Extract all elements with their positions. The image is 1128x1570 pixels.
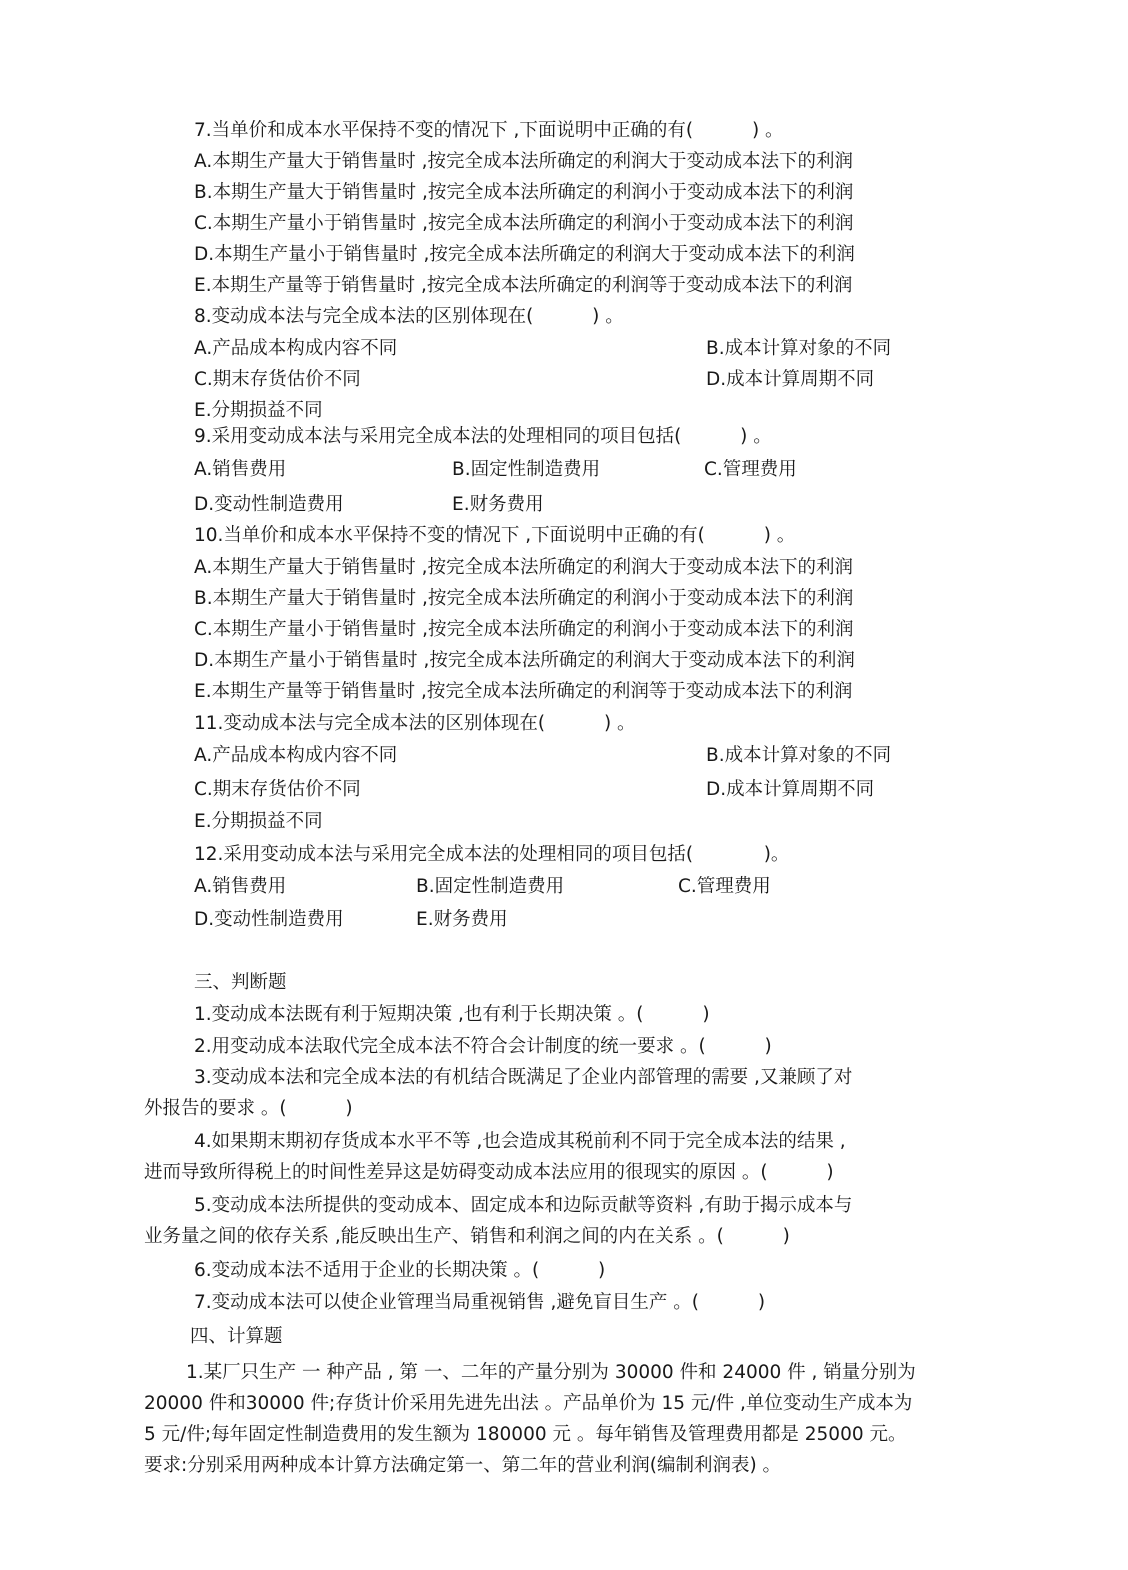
judgment-7: 7.变动成本法可以使企业管理当局重视销售 ,避免盲目生产 。( ) bbox=[194, 1292, 766, 1313]
q8-option-e: E.分期损益不同 bbox=[194, 400, 323, 421]
section4-title: 四、计算题 bbox=[190, 1326, 283, 1347]
q9-option-e: E.财务费用 bbox=[452, 494, 544, 515]
q8-stem: 8.变动成本法与完全成本法的区别体现在( ) 。 bbox=[194, 306, 624, 327]
q10-option-b: B.本期生产量大于销售量时 ,按完全成本法所确定的利润小于变动成本法下的利润 bbox=[194, 588, 854, 609]
judgment-5-line2: 业务量之间的依存关系 ,能反映出生产、销售和利润之间的内在关系 。( ) bbox=[144, 1226, 790, 1247]
judgment-6: 6.变动成本法不适用于企业的长期决策 。( ) bbox=[194, 1260, 606, 1281]
q7-option-d: D.本期生产量小于销售量时 ,按完全成本法所确定的利润大于变动成本法下的利润 bbox=[194, 244, 855, 265]
q12-option-d: D.变动性制造费用 bbox=[194, 909, 344, 930]
q8-option-b: B.成本计算对象的不同 bbox=[706, 338, 892, 359]
judgment-1: 1.变动成本法既有利于短期决策 ,也有利于长期决策 。( ) bbox=[194, 1004, 710, 1025]
q11-option-c: C.期末存货估价不同 bbox=[194, 779, 361, 800]
section3-title: 三、判断题 bbox=[194, 972, 287, 993]
q12-stem: 12.采用变动成本法与采用完全成本法的处理相同的项目包括( )。 bbox=[194, 844, 790, 865]
q9-option-c: C.管理费用 bbox=[704, 459, 797, 480]
q7-stem: 7.当单价和成本水平保持不变的情况下 ,下面说明中正确的有( ) 。 bbox=[194, 120, 784, 141]
judgment-3-line2: 外报告的要求 。( ) bbox=[144, 1098, 353, 1119]
q7-option-b: B.本期生产量大于销售量时 ,按完全成本法所确定的利润小于变动成本法下的利润 bbox=[194, 182, 854, 203]
calc-1-line2: 20000 件和30000 件;存货计价采用先进先出法 。产品单价为 15 元/件 ,单位变动生产成本为 bbox=[144, 1393, 913, 1414]
q7-option-e: E.本期生产量等于销售量时 ,按完全成本法所确定的利润等于变动成本法下的利润 bbox=[194, 275, 853, 296]
judgment-4-line2: 进而导致所得税上的时间性差异这是妨碍变动成本法应用的很现实的原因 。( ) bbox=[144, 1162, 834, 1183]
q9-option-a: A.销售费用 bbox=[194, 459, 287, 480]
q11-option-b: B.成本计算对象的不同 bbox=[706, 745, 892, 766]
q11-option-a: A.产品成本构成内容不同 bbox=[194, 745, 398, 766]
q10-option-a: A.本期生产量大于销售量时 ,按完全成本法所确定的利润大于变动成本法下的利润 bbox=[194, 557, 853, 578]
q9-option-b: B.固定性制造费用 bbox=[452, 459, 601, 480]
q9-stem: 9.采用变动成本法与采用完全成本法的处理相同的项目包括( ) 。 bbox=[194, 426, 772, 447]
q8-option-d: D.成本计算周期不同 bbox=[706, 369, 875, 390]
q8-option-c: C.期末存货估价不同 bbox=[194, 369, 361, 390]
q7-option-a: A.本期生产量大于销售量时 ,按完全成本法所确定的利润大于变动成本法下的利润 bbox=[194, 151, 853, 172]
calc-1-line4: 要求:分别采用两种成本计算方法确定第一、第二年的营业利润(编制利润表) 。 bbox=[144, 1455, 782, 1476]
q12-option-b: B.固定性制造费用 bbox=[416, 876, 565, 897]
judgment-2: 2.用变动成本法取代完全成本法不符合会计制度的统一要求 。( ) bbox=[194, 1036, 772, 1057]
calc-1-line1: 1.某厂只生产 一 种产品 , 第 一、二年的产量分别为 30000 件和 24000 件 , 销量分别为 bbox=[186, 1362, 916, 1383]
q12-option-e: E.财务费用 bbox=[416, 909, 508, 930]
q10-stem: 10.当单价和成本水平保持不变的情况下 ,下面说明中正确的有( ) 。 bbox=[194, 525, 796, 546]
q10-option-d: D.本期生产量小于销售量时 ,按完全成本法所确定的利润大于变动成本法下的利润 bbox=[194, 650, 855, 671]
q9-option-d: D.变动性制造费用 bbox=[194, 494, 344, 515]
q11-option-e: E.分期损益不同 bbox=[194, 811, 323, 832]
q11-stem: 11.变动成本法与完全成本法的区别体现在( ) 。 bbox=[194, 713, 636, 734]
q8-option-a: A.产品成本构成内容不同 bbox=[194, 338, 398, 359]
judgment-3-line1: 3.变动成本法和完全成本法的有机结合既满足了企业内部管理的需要 ,又兼顾了对 bbox=[194, 1067, 853, 1088]
q10-option-c: C.本期生产量小于销售量时 ,按完全成本法所确定的利润小于变动成本法下的利润 bbox=[194, 619, 854, 640]
judgment-4-line1: 4.如果期末期初存货成本水平不等 ,也会造成其税前利不同于完全成本法的结果 , bbox=[194, 1131, 846, 1152]
q12-option-c: C.管理费用 bbox=[678, 876, 771, 897]
q12-option-a: A.销售费用 bbox=[194, 876, 287, 897]
judgment-5-line1: 5.变动成本法所提供的变动成本、固定成本和边际贡献等资料 ,有助于揭示成本与 bbox=[194, 1195, 853, 1216]
q7-option-c: C.本期生产量小于销售量时 ,按完全成本法所确定的利润小于变动成本法下的利润 bbox=[194, 213, 854, 234]
calc-1-line3: 5 元/件;每年固定性制造费用的发生额为 180000 元 。每年销售及管理费用都是 25000 元。 bbox=[144, 1424, 907, 1445]
q11-option-d: D.成本计算周期不同 bbox=[706, 779, 875, 800]
q10-option-e: E.本期生产量等于销售量时 ,按完全成本法所确定的利润等于变动成本法下的利润 bbox=[194, 681, 853, 702]
